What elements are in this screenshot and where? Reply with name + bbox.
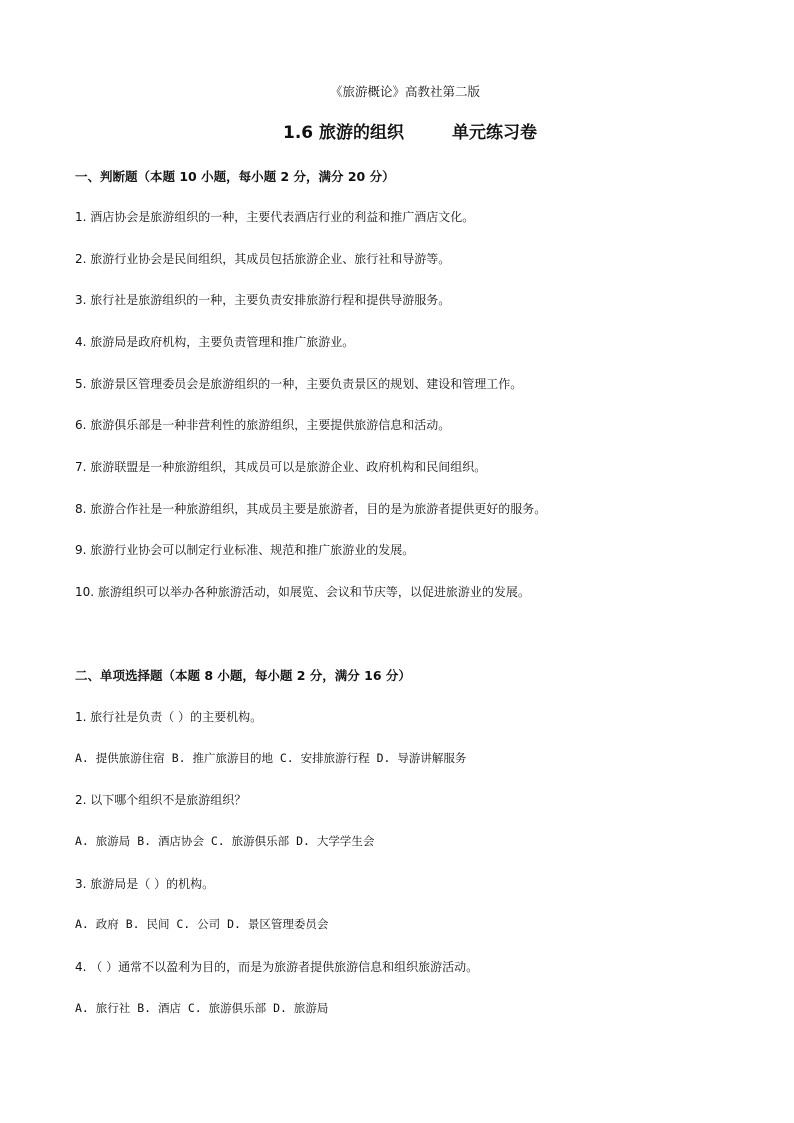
choice-question-options: A. 旅游局 B. 酒店协会 C. 旅游俱乐部 D. 大学学生会	[75, 834, 375, 848]
judgment-item: 9. 旅游行业协会可以制定行业标准、规范和推广旅游业的发展。	[75, 543, 415, 557]
choice-question-options: A. 政府 B. 民间 C. 公司 D. 景区管理委员会	[75, 917, 329, 931]
choice-question-stem: 1. 旅行社是负责（ ）的主要机构。	[75, 710, 263, 724]
choice-question-stem: 3. 旅游局是（ ）的机构。	[75, 877, 215, 891]
judgment-item: 8. 旅游合作社是一种旅游组织，其成员主要是旅游者，目的是为旅游者提供更好的服务。	[75, 502, 547, 516]
choice-question-stem: 4. （ ）通常不以盈利为目的，而是为旅游者提供旅游信息和组织旅游活动。	[75, 960, 479, 974]
choice-question-stem: 2. 以下哪个组织不是旅游组织？	[75, 793, 247, 807]
judgment-item: 10. 旅游组织可以举办各种旅游活动，如展览、会议和节庆等，以促进旅游业的发展。	[75, 585, 530, 599]
judgment-item: 2. 旅游行业协会是民间组织，其成员包括旅游企业、旅行社和导游等。	[75, 252, 451, 266]
document-title-suffix: 单元练习卷	[452, 123, 537, 143]
judgment-item: 6. 旅游俱乐部是一种非营利性的旅游组织，主要提供旅游信息和活动。	[75, 418, 451, 432]
judgment-item: 7. 旅游联盟是一种旅游组织，其成员可以是旅游企业、政府机构和民间组织。	[75, 460, 487, 474]
section-2-heading: 二、单项选择题（本题 8 小题，每小题 2 分，满分 16 分）	[75, 668, 411, 683]
section-1-heading: 一、判断题（本题 10 小题，每小题 2 分，满分 20 分）	[75, 169, 395, 184]
document-subtitle: 《旅游概论》高教社第二版	[330, 84, 481, 99]
judgment-item: 3. 旅行社是旅游组织的一种，主要负责安排旅游行程和提供导游服务。	[75, 293, 451, 307]
choice-question-options: A. 提供旅游住宿 B. 推广旅游目的地 C. 安排旅游行程 D. 导游讲解服务	[75, 751, 467, 765]
choice-question-options: A. 旅行社 B. 酒店 C. 旅游俱乐部 D. 旅游局	[75, 1001, 329, 1015]
judgment-item: 5. 旅游景区管理委员会是旅游组织的一种，主要负责景区的规划、建设和管理工作。	[75, 377, 523, 391]
judgment-item: 4. 旅游局是政府机构，主要负责管理和推广旅游业。	[75, 335, 355, 349]
document-title: 1.6 旅游的组织	[283, 123, 405, 143]
judgment-item: 1. 酒店协会是旅游组织的一种，主要代表酒店行业的利益和推广酒店文化。	[75, 210, 475, 224]
